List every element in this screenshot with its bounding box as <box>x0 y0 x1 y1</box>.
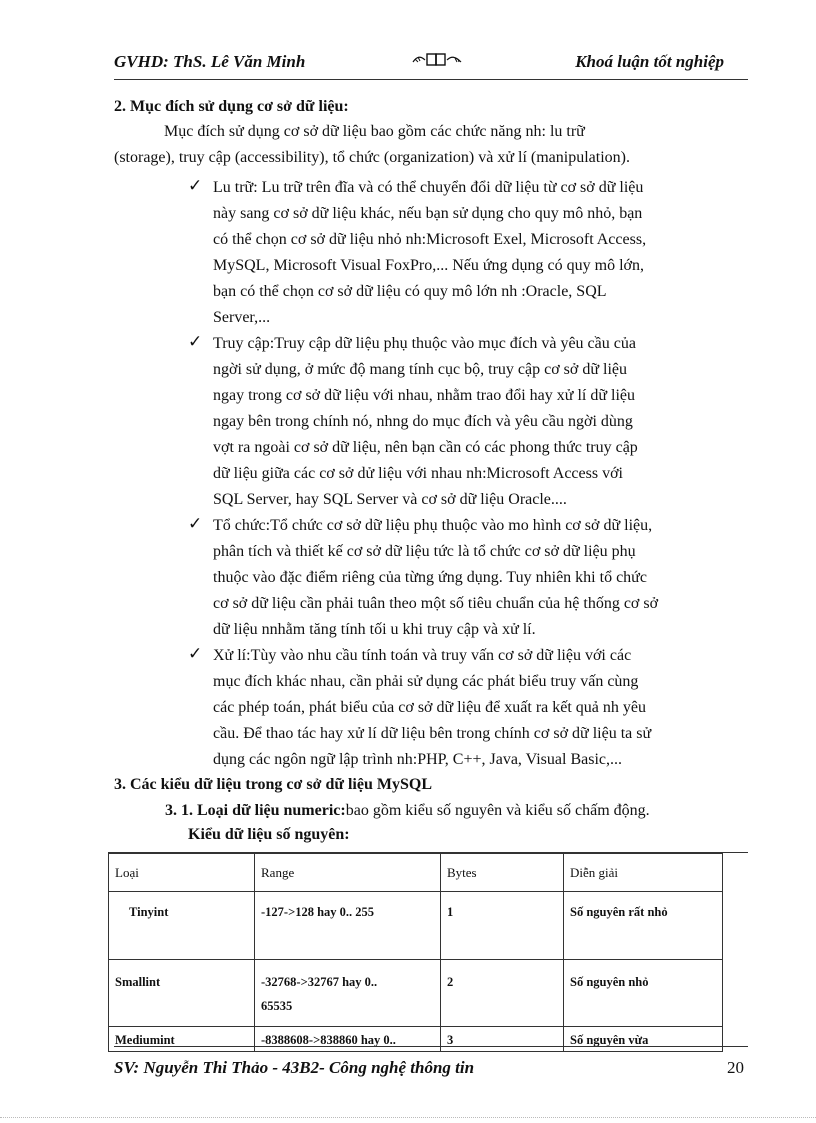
table-cell: Số nguyên rất nhỏ <box>564 892 723 960</box>
intro-line-2: (storage), truy cập (accessibility), tổ chức (organization) và xử lí (manipulation). <box>114 149 630 166</box>
table-cell: Mediumint <box>109 1027 255 1052</box>
advisor-label: GVHD: ThS. Lê Văn Minh <box>114 52 306 71</box>
checkmark-icon: ✓ <box>188 332 203 351</box>
table-cell: Tinyint <box>109 892 255 960</box>
bullet-line: thuộc vào đặc điểm riêng của từng ứng dụng. Tuy nhiên khi tổ chức <box>213 569 647 586</box>
table-title: Kiểu dữ liệu số nguyên: <box>188 826 350 843</box>
page-number: 20 <box>727 1058 744 1077</box>
checkmark-icon: ✓ <box>188 176 203 195</box>
table-cell: -32768->32767 hay 0.. 65535 <box>255 960 441 1027</box>
bullet-line: MySQL, Microsoft Visual FoxPro,... Nếu ứng dụng có quy mô lớn, <box>213 257 644 274</box>
bullet-line: cầu. Để thao tác hay xử lí dữ liệu bên trong chính cơ sở dữ liệu ta sử <box>213 725 652 742</box>
bullet-line: Lu trữ: Lu trữ trên đĩa và có thể chuyển đổi dữ liệu từ cơ sở dữ liệu <box>213 179 644 196</box>
table-row <box>109 1027 723 1052</box>
header-cell: Diễn giải <box>564 854 723 892</box>
subsection-text: bao gồm kiểu số nguyên và kiểu số chấm động. <box>345 802 650 819</box>
subsection-title: 3. 1. Loại dữ liệu numeric: <box>165 802 346 819</box>
thesis-label: Khoá luận tốt nghiệp <box>575 52 724 71</box>
bullet-line: các phép toán, phát biểu của cơ sở dữ liệu để xuất ra kết quả nh yêu <box>213 699 646 716</box>
header-cell: Range <box>255 854 441 892</box>
intro-line-1: Mục đích sử dụng cơ sở dữ liệu bao gồm các chức năng nh: lu trữ <box>164 123 585 140</box>
header-cell: Bytes <box>441 854 564 892</box>
footer-divider <box>114 1046 748 1047</box>
bullet-line: Xử lí:Tùy vào nhu cầu tính toán và truy vấn cơ sở dữ liệu với các <box>213 647 632 664</box>
bullet-line: có thể chọn cơ sở dữ liệu nhỏ nh:Microsoft Exel, Microsoft Access, <box>213 231 647 248</box>
bullet-line: này sang cơ sở dữ liệu khác, nếu bạn sử dụng cho quy mô nhỏ, bạn <box>213 205 643 222</box>
header-divider <box>114 79 748 80</box>
bullet-line: Truy cập:Truy cập dữ liệu phụ thuộc vào mục đích và yêu cầu của <box>213 335 636 352</box>
checkmark-icon: ✓ <box>188 514 203 533</box>
table-row <box>109 892 723 960</box>
table-cell: 2 <box>441 960 564 1027</box>
subsection-3-1 <box>165 802 650 820</box>
bullet-line: phân tích và thiết kế cơ sở dữ liệu tức là tổ chức cơ sở dữ liệu phụ <box>213 543 636 560</box>
bullet-line: bạn có thể chọn cơ sở dữ liệu có quy mô lớn nh :Oracle, SQL <box>213 283 607 300</box>
checkmark-icon: ✓ <box>188 644 203 663</box>
bullet-line: dụng các ngôn ngữ lập trình nh:PHP, C++, Java, Visual Basic,... <box>213 751 622 768</box>
table-header-row <box>109 854 723 892</box>
bullet-line: Server,... <box>213 309 271 326</box>
table-row <box>109 960 723 1027</box>
bullet-line: SQL Server, hay SQL Server và cơ sở dữ liệu Oracle.... <box>213 491 567 508</box>
bullet-line: dữ liệu nnhằm tăng tính tối u khi truy cập và xử lí. <box>213 621 536 638</box>
table-cell: Số nguyên nhỏ <box>564 960 723 1027</box>
page-edge <box>0 1117 816 1118</box>
section-2-heading: 2. Mục đích sử dụng cơ sở dữ liệu: <box>114 98 349 115</box>
integer-types-table <box>108 853 723 1052</box>
page-header <box>114 52 748 74</box>
bullet-line: cơ sở dữ liệu cần phải tuân theo một số tiêu chuẩn của hệ thống cơ sở <box>213 595 659 612</box>
header-cell: Loại <box>109 854 255 892</box>
table-cell: Smallint <box>109 960 255 1027</box>
table-cell: -127->128 hay 0.. 255 <box>255 892 441 960</box>
section-3-heading: 3. Các kiểu dữ liệu trong cơ sở dữ liệu MySQL <box>114 776 432 793</box>
bullet-line: ngay trong cơ sở dữ liệu với nhau, nhằm trao đổi hay xử lí dữ liệu <box>213 387 635 404</box>
bullet-line: Tổ chức:Tổ chức cơ sở dữ liệu phụ thuộc vào mo hình cơ sở dữ liệu, <box>213 517 653 534</box>
table-cell: Số nguyên vừa <box>564 1027 723 1052</box>
table-cell: 1 <box>441 892 564 960</box>
bullet-line: ngời sử dụng, ở mức độ mang tính cục bộ, truy cập cơ sở dữ liệu <box>213 361 628 378</box>
student-label: SV: Nguyễn Thi Thảo - 43B2- Công nghệ thông tin <box>114 1058 475 1077</box>
book-ornament-icon <box>411 50 463 70</box>
bullet-line: dữ liệu giữa các cơ sở dử liệu với nhau nh:Microsoft Access với <box>213 465 623 482</box>
table-cell: -8388608->838860 hay 0.. <box>255 1027 441 1052</box>
bullet-line: vợt ra ngoài cơ sở dữ liệu, nên bạn cần có các phong thức truy cập <box>213 439 638 456</box>
table-cell: 3 <box>441 1027 564 1052</box>
bullet-line: mục đích khác nhau, cần phải sử dụng các phát biểu truy vấn cùng <box>213 673 639 690</box>
bullet-line: ngay bên trong chính nó, nhng do mục đích và yêu cầu ngời dùng <box>213 413 633 430</box>
